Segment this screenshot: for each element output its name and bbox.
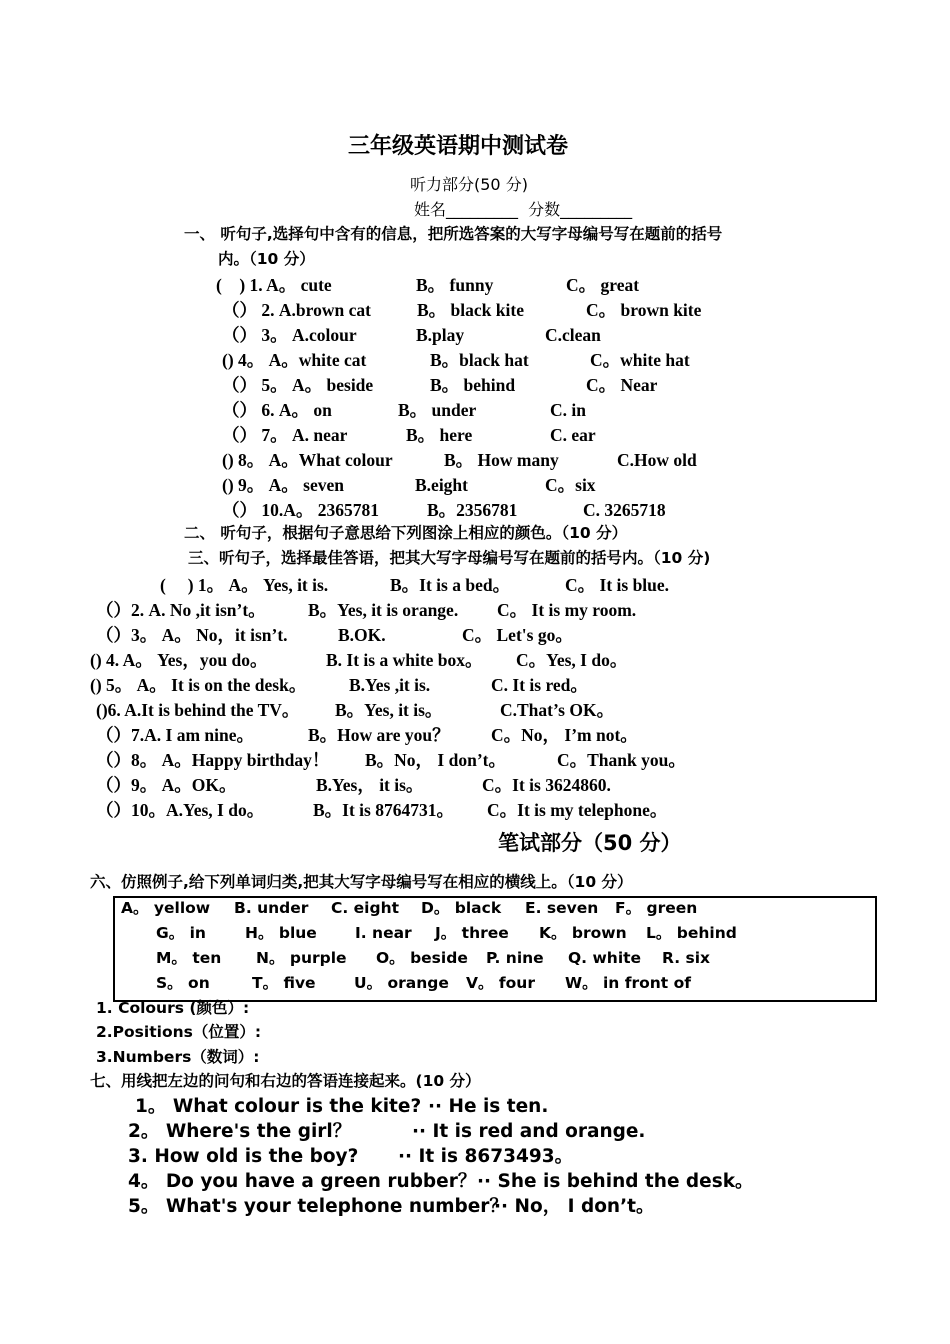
word-item: F。 green [615, 899, 698, 917]
list-item-c [586, 377, 657, 395]
list-item-c [497, 602, 636, 620]
answer-item: ·· No， I don’t。 [494, 1196, 655, 1217]
item-option-a: () 4。 A。white cat [222, 350, 367, 370]
item-option-b: B.Yes ,it is. [349, 675, 431, 695]
list-item-b [308, 727, 450, 745]
item-option-a: （）3。 A。 No，it isn’t. [96, 625, 288, 645]
category-numbers: 3.Numbers（数词）: [96, 1048, 260, 1066]
name-score-line: 姓名_________ 分数_________ [414, 200, 633, 219]
item-option-a: （） 7。 A. near [222, 425, 348, 445]
written-header: 笔试部分（50 分） [498, 831, 682, 855]
list-item-c [586, 302, 701, 320]
list-item-b [415, 477, 468, 495]
item-option-c: C。 great [566, 275, 640, 295]
item-option-a: () 5。 A。 It is on the desk。 [90, 675, 307, 695]
item-option-a: （） 3。 A.colour [222, 325, 357, 345]
item-option-a: （）7.A. I am nine。 [96, 725, 254, 745]
item-option-c: C。No， I’m not。 [491, 725, 638, 745]
list-item [216, 277, 332, 295]
item-option-c: C. It is red。 [491, 675, 588, 695]
section1-instruction-cont: 内。（10 分） [218, 250, 315, 268]
question-item: 2。 Where's the girl？ [128, 1121, 352, 1142]
list-item [96, 627, 288, 645]
list-item-c [545, 477, 596, 495]
item-option-c: C。six [545, 475, 596, 495]
list-item-c [590, 352, 690, 370]
item-option-b: B。It is 8764731。 [313, 800, 454, 820]
list-item [96, 727, 254, 745]
item-option-b: B.play [416, 325, 465, 345]
section7-instruction: 七、用线把左边的问句和右边的答语连接起来。(10 分） [90, 1072, 481, 1090]
item-option-c: C。white hat [590, 350, 690, 370]
item-option-b: B.Yes， it is。 [316, 775, 424, 795]
listening-header: 听力部分(50 分) [410, 175, 528, 194]
list-item-b [390, 577, 510, 595]
list-item-c [491, 677, 588, 695]
list-item [96, 602, 266, 620]
list-item [222, 502, 379, 520]
item-option-a: () 4. A。 Yes，you do。 [90, 650, 268, 670]
item-option-c: C. ear [550, 425, 596, 445]
list-item-c [491, 727, 638, 745]
item-option-b: B。 here [406, 425, 473, 445]
word-item: W。 in front of [565, 974, 692, 992]
list-item-c [617, 452, 697, 470]
list-item [222, 427, 347, 445]
list-item-c [566, 277, 639, 295]
item-option-c: C。It is my telephone。 [487, 800, 668, 820]
item-option-b: B。Yes, it is orange. [308, 600, 459, 620]
answer-item: ·· She is behind the desk。 [477, 1171, 754, 1192]
list-item-c [482, 777, 611, 795]
item-option-b: B.eight [415, 475, 468, 495]
item-option-a: ( ) 1. A。 cute [216, 275, 332, 295]
list-item [222, 352, 366, 370]
item-option-c: C。 Near [586, 375, 658, 395]
word-item: M。 ten [156, 949, 222, 967]
word-item: S。 on [156, 974, 210, 992]
list-item-c [462, 627, 573, 645]
item-option-c: C。 brown kite [586, 300, 702, 320]
list-item [222, 302, 371, 320]
list-item-c [557, 752, 686, 770]
item-option-b: B。No， I don’t。 [365, 750, 506, 770]
item-option-a: ( ) 1。 A。 Yes, it is. [160, 575, 329, 595]
answer-item: ·· It is red and orange. [412, 1121, 646, 1142]
word-item: E. seven [525, 899, 599, 917]
list-item-b [444, 452, 559, 470]
list-item [90, 677, 306, 695]
item-option-b: B。2356781 [427, 500, 518, 520]
item-option-b: B.OK. [338, 625, 386, 645]
item-option-c: C.clean [545, 325, 601, 345]
item-option-c: C。Thank you。 [557, 750, 686, 770]
item-option-b: B. It is a white box。 [326, 650, 483, 670]
item-option-a: ()6. A.It is behind the TV。 [96, 700, 300, 720]
list-item-b [349, 677, 430, 695]
word-item: U。 orange [354, 974, 449, 992]
item-option-c: C。 It is blue. [565, 575, 670, 595]
list-item-b [430, 377, 515, 395]
list-item-b [335, 702, 442, 720]
item-option-b: B。 behind [430, 375, 516, 395]
item-option-c: C。 It is my room. [497, 600, 637, 620]
word-item: C. eight [331, 899, 400, 917]
word-item: B. under [234, 899, 309, 917]
word-item: G。 in [156, 924, 206, 942]
item-option-c: C。It is 3624860. [482, 775, 611, 795]
list-item-b [398, 402, 476, 420]
list-item-b [416, 277, 493, 295]
item-option-c: C.How old [617, 450, 697, 470]
list-item-c [545, 327, 601, 345]
category-positions: 2.Positions（位置）: [96, 1023, 262, 1041]
word-item: Q. white [568, 949, 642, 967]
list-item-b [430, 352, 529, 370]
item-option-a: （）8。 A。Happy birthday！ [96, 750, 330, 770]
word-item: H。 blue [245, 924, 317, 942]
list-item [222, 327, 357, 345]
word-item: J。 three [435, 924, 509, 942]
word-item: I. near [355, 924, 412, 942]
list-item-b [417, 302, 524, 320]
item-option-b: B。How are you？ [308, 725, 450, 745]
word-item: O。 beside [376, 949, 468, 967]
list-item-c [550, 427, 596, 445]
section1-instruction: 一、 听句子,选择句中含有的信息，把所选答案的大写字母编号写在题前的括号 [184, 225, 723, 243]
answer-item: ·· It is 8673493。 [398, 1146, 574, 1167]
list-item-b [313, 802, 454, 820]
item-option-c: C.That’s OK。 [500, 700, 615, 720]
item-option-a: () 8。 A。What colour [222, 450, 393, 470]
word-item: N。 purple [256, 949, 347, 967]
item-option-b: B。 How many [444, 450, 559, 470]
section3-instruction: 三、听句子，选择最佳答语，把其大写字母编号写在题前的括号内。（10 分) [188, 549, 711, 567]
list-item [96, 777, 237, 795]
list-item-b [316, 777, 423, 795]
list-item [222, 402, 332, 420]
list-item-c [550, 402, 586, 420]
word-item: P. nine [486, 949, 544, 967]
word-item: A。 yellow [121, 899, 211, 917]
item-option-b: B。It is a bed。 [390, 575, 511, 595]
item-option-b: B。 funny [416, 275, 494, 295]
item-option-a: （）9。 A。OK。 [96, 775, 237, 795]
list-item-b [406, 427, 472, 445]
item-option-c: C. 3265718 [583, 500, 666, 520]
answer-item: ·· He is ten. [428, 1096, 549, 1117]
item-option-b: B。 under [398, 400, 477, 420]
list-item-b [326, 652, 483, 670]
list-item [222, 477, 344, 495]
list-item-b [416, 327, 464, 345]
list-item [96, 702, 299, 720]
list-item-c [583, 502, 666, 520]
page-title: 三年级英语期中测试卷 [348, 134, 569, 159]
section6-instruction: 六、仿照例子,给下列单词归类,把其大写字母编号写在相应的横线上。（10 分） [90, 873, 633, 891]
list-item-c [565, 577, 669, 595]
item-option-a: （） 6. A。 on [222, 400, 332, 420]
question-item: 3. How old is the boy? [128, 1146, 359, 1167]
item-option-b: B。Yes, it is。 [335, 700, 443, 720]
question-item: 1。 What colour is the kite? [135, 1096, 422, 1117]
item-option-a: （） 2. A.brown cat [222, 300, 371, 320]
question-item: 4。 Do you have a green rubber？ [128, 1171, 477, 1192]
list-item-c [487, 802, 667, 820]
item-option-a: （）2. A. No ,it isn’t。 [96, 600, 266, 620]
item-option-a: () 9。 A。 seven [222, 475, 344, 495]
list-item-b [308, 602, 458, 620]
question-item: 5。 What's your telephone number？ [128, 1196, 508, 1217]
category-colours: 1. Colours (颜色）: [96, 999, 250, 1017]
word-item: K。 brown [539, 924, 627, 942]
item-option-b: B。black hat [430, 350, 529, 370]
list-item [90, 652, 267, 670]
list-item-b [338, 627, 386, 645]
list-item-c [500, 702, 614, 720]
item-option-a: （） 10.A。 2365781 [222, 500, 380, 520]
word-item: T。 five [252, 974, 316, 992]
list-item [160, 577, 328, 595]
item-option-a: （） 5。 A。 beside [222, 375, 374, 395]
item-option-c: C. in [550, 400, 586, 420]
list-item [222, 377, 373, 395]
list-item [96, 752, 329, 770]
word-item: D。 black [421, 899, 502, 917]
list-item [222, 452, 393, 470]
word-item: R. six [662, 949, 711, 967]
list-item-c [516, 652, 627, 670]
item-option-c: C。 Let's go。 [462, 625, 573, 645]
section2-instruction: 二、 听句子，根据句子意思给下列图涂上相应的颜色。（10 分） [184, 524, 628, 542]
word-item: L。 behind [646, 924, 737, 942]
item-option-a: （）10。A.Yes, I do。 [96, 800, 265, 820]
list-item-b [365, 752, 506, 770]
item-option-c: C。Yes, I do。 [516, 650, 628, 670]
item-option-b: B。 black kite [417, 300, 524, 320]
list-item-b [427, 502, 517, 520]
list-item [96, 802, 264, 820]
word-item: V。 four [466, 974, 535, 992]
